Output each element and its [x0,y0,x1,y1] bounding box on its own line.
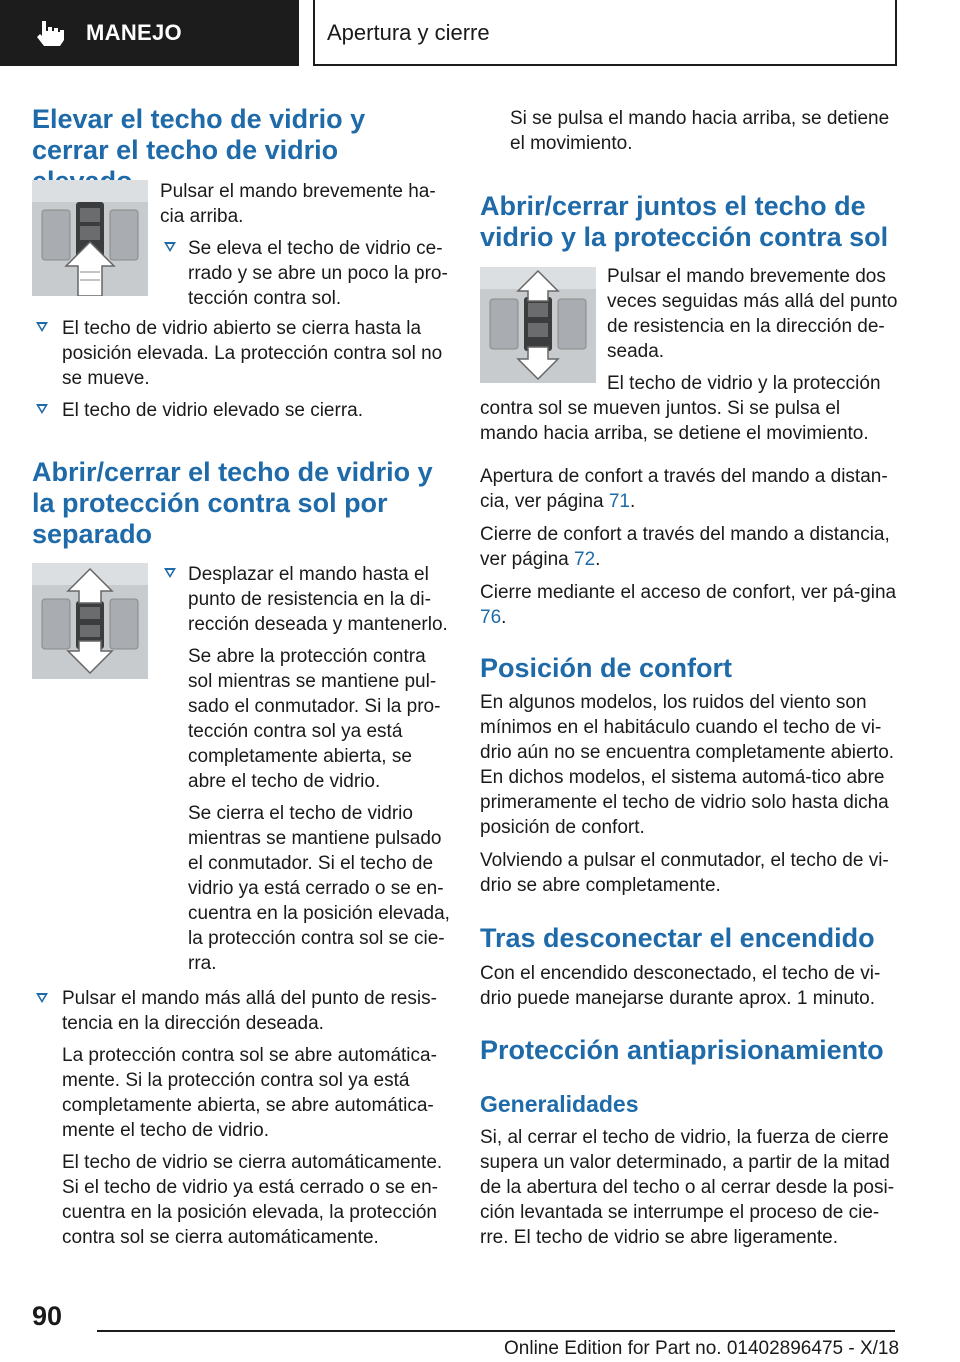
together-p2a: El techo de vidrio y la protección [607,373,881,394]
raise-bullet-2: El techo de vidrio abierto se cierra hasta la posición elevada. La protección contra sol no se mueve. [62,318,443,389]
switch-figure-up [32,180,148,296]
chapter-tab [313,0,897,66]
section-label: MANEJO [86,20,182,45]
switch-figure-double [480,267,596,383]
heading-comfort: Posición de confort [480,653,733,683]
roof-switch-double-icon [480,267,596,383]
stop-text: Si se pulsa el mando hacia arriba, se detiene el movimiento. [510,108,890,154]
access-close-text: Cierre mediante el acceso de confort, ver pá-gina [480,582,897,603]
roof-switch-updown-icon [32,563,148,679]
separate-bullet-1-p3: Se cierra el techo de vidrio mientras se mantiene pulsado el conmutador. Si el techo de vidrio ya está cerrado o se en-cuentra en la posición elevada, la protección contra sol se cie-rra. [188,803,450,974]
separate-bullet-2-p2: La protección contra sol se abre automática-mente. Si la protección contra sol ya está completamente abierta, se abre automática-mente el techo de vidrio. [62,1045,437,1141]
comfort-p2: Volviendo a pulsar el conmutador, el techo de vi-drio se abre completamente. [480,850,889,896]
heading-antitrap: Protección antiaprisionamiento [480,1035,884,1065]
remote-open-text: Apertura de confort a través del mando a distan-cia, ver página [480,466,888,512]
heading-ignition: Tras desconectar el encendido [480,923,875,953]
separate-bullet-2: Pulsar el mando más allá del punto de resis-tencia en la dirección deseada. [62,988,437,1034]
remote-close-text: Cierre de confort a través del mando a distancia, ver página [480,524,890,570]
hand-pointer-icon [33,18,67,48]
section-tab[interactable] [0,0,299,66]
roof-switch-up-icon [32,180,148,296]
raise-bullet-3: El techo de vidrio elevado se cierra. [62,400,363,421]
bullet-icon [164,568,176,578]
raise-bullet-1: Se eleva el techo de vidrio ce-rrado y se abre un poco la pro-tección contra sol. [188,238,448,309]
heading-separate: Abrir/cerrar el techo de vidrio y la protección contra sol por separado [32,457,433,549]
page-link-72[interactable]: 72 [574,549,596,570]
together-p2b: contra sol se mueven juntos. Si se pulsa el mando hacia arriba, se detiene el movimiento. [480,398,869,444]
separate-bullet-1-p2: Se abre la protección contra sol mientras se mantiene pul-sado el conmutador. Si la pro-tección contra sol ya está completamente abierta, se abre el techo de vidrio. [188,646,441,792]
bullet-icon [164,242,176,252]
heading-general: Generalidades [480,1091,639,1117]
page-number: 90 [32,1301,63,1331]
page-link-76[interactable]: 76 [480,607,502,628]
page-link-71[interactable]: 71 [608,491,630,512]
comfort-p1: En algunos modelos, los ruidos del viento son mínimos en el habitáculo cuando el techo de vi-drio aún no se encuentra completamente abierto. En dichos modelos, el sistema automá-tico abre primeramente el techo de vidrio solo hasta dicha posición de confort. [480,692,895,838]
bullet-icon [36,404,48,414]
together-p1: Pulsar el mando brevemente dos veces seguidas más allá del punto de resistencia en la dirección de-seada. [607,266,898,362]
raise-intro: Pulsar el mando brevemente ha-cia arriba. [160,181,436,227]
edition-note: Online Edition for Part no. 01402896475 - X/18 [504,1338,900,1359]
bullet-icon [36,322,48,332]
ignition-p: Con el encendido desconectado, el techo de vi-drio puede manejarse durante aprox. 1 minuto. [480,963,881,1009]
separate-bullet-2-p3: El techo de vidrio se cierra automáticamente. Si el techo de vidrio ya está cerrado o se en-cuentra en la posición elevada, la protección contra sol se cierra automáticamente. [62,1152,443,1248]
chapter-label: Apertura y cierre [327,20,490,45]
heading-together: Abrir/cerrar juntos el techo de vidrio y la protección contra sol [480,191,889,252]
separate-bullet-1: Desplazar el mando hasta el punto de resistencia en la di-rección deseada y mantenerlo. [188,564,448,635]
heading-raise: Elevar el techo de vidrio y cerrar el techo de vidrio [32,104,366,165]
general-p: Si, al cerrar el techo de vidrio, la fuerza de cierre supera un valor determinado, a partir de la mitad de la abertura del techo o al cerrar desde la posi-ción levantada se interrumpe el proceso de cie-rre. El techo de vidrio se abre ligeramente. [480,1127,895,1248]
footer-divider [97,1330,895,1332]
bullet-icon [36,993,48,1003]
remote-close: Cierre de confort a través del mando a distancia, ver página 72. [480,524,890,570]
page-header [0,0,960,66]
switch-figure-updown [32,563,148,679]
access-close: Cierre mediante el acceso de confort, ver pá-gina 76. [480,582,897,628]
remote-open: Apertura de confort a través del mando a distan-cia, ver página 71. [480,466,888,512]
